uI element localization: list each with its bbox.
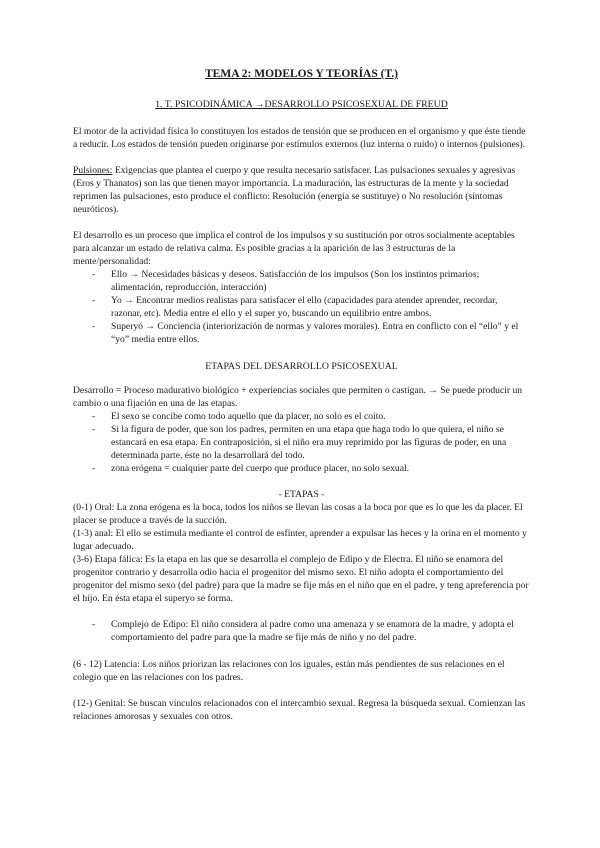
stage-latencia: (6 - 12) Latencia: Los niños priorizan las relaciones con los iguales, están más pendientes de sus relaciones en el colegio que en las relaciones con los padres. <box>73 659 505 683</box>
pulsiones-term: Pulsiones: <box>73 165 113 176</box>
intro-paragraph: El motor de la actividad física lo constituyen los estados de tensión que se producen en el organismo y que éste tiende a reducir. Los estados de tensión pueden originarse por estímulos externos (luz interna o ruido) o internos (pulsiones). <box>73 126 526 150</box>
stage-falica: (3-6) Etapa fálica: Es la etapa en las que se desarrolla el complejo de Edipo y de Electra. El niño se enamora del progenitor contrario y desarrolla odio hacia el progenitor del mismo sexo. El niño adopta el comportamiento del progenitor del mismo sexo (del padre) para que la madre se fije más en el niño que en el padre, y teng apreferencia por el hijo. En ésta etapa el superyo se forma. <box>73 554 529 604</box>
desarrollo-paragraph: El desarrollo es un proceso que implica el control de los impulsos y su sustitución por otros socialmente aceptables para alcanzar un estado de relativa calma. Es posible gracias a la aparición de las 3 estructuras de la mente/personalidad: <box>73 230 515 267</box>
section-subtitle: 1. T. PSICODINÁMICA →DESARROLLO PSICOSEXUAL DE FREUD <box>155 99 448 110</box>
list-item: - El sexo se concibe como todo aquello que da placer, no solo es el coito. <box>111 410 530 423</box>
pulsiones-paragraph <box>73 164 530 216</box>
structures-list <box>73 268 530 346</box>
etapas-points-list <box>73 410 530 475</box>
list-item: - Ello → Necesidades básicas y deseos. Satisfacción de los impulsos (Son los instintos primarios; alimentación, reproducción, interacción) <box>111 268 530 294</box>
etapas-list-heading: - ETAPAS - <box>278 489 325 500</box>
list-item: - Yo → Encontrar medios realistas para satisfacer el ello (capacidades para atender aprender, recordar, razonar, etc). Media entre el ello y el super yo, buscando un equilibrio entre ambos. <box>111 294 530 320</box>
stage-anal: (1-3) anal: El ello se estimula mediante el control de esfínter, aprender a expulsar las heces y la orina en el momento y lugar adecuado. <box>73 528 527 552</box>
list-item: - zona erógena = cualquier parte del cuerpo que produce placer, no solo sexual. <box>111 462 530 475</box>
list-item: - Complejo de Edipo: El niño considera al padre como una amenaza y se enamora de la madre, y adopta el comportamiento del padre para que la madre se fije más de niño y no del padre. <box>111 618 530 644</box>
list-item: - Si la figura de poder, que son los padres, permiten en una etapa que haga todo lo que quiera, el niño se estancará en esa etapa. En contraposición, si el niño era muy reprimido por las figuras de poder, en una determinada parte, éste no la desarrollará del todo. <box>111 423 530 462</box>
etapas-heading: ETAPAS DEL DESARROLLO PSICOSEXUAL <box>205 361 398 372</box>
edipo-list <box>73 618 530 644</box>
etapas-intro: Desarrollo = Proceso madurativo biológico + experiencias sociales que permiten o castigan. → Se puede producir un cambio o una fijación en una de las etapas. <box>73 385 523 409</box>
stage-oral: (0-1) Oral: La zona erógena es la boca, todos los niños se llevan las cosas a la boca por que es lo que les da placer. El placer se produce a través de la succión. <box>73 502 523 526</box>
stage-genital: (12-) Genital: Se buscan vínculos relacionados con el intercambio sexual. Regresa la búsqueda sexual. Comienzan las relaciones amorosas y sexuales con otros. <box>73 698 526 722</box>
list-item: - Superyó → Conciencia (interiorización de normas y valores morales). Entra en conflicto con el “ello” y el “yo” media entre ellos. <box>111 320 530 346</box>
pulsiones-text: Exigencias que plantea el cuerpo y que resulta necesario satisfacer. Las pulsaciones sexuales y agresivas (Eros y Thanatos) son las que tienen mayor importancia. La maduración, las estructuras de la mente y la sociedad reprimen las pulsaciones, esto produce el conflicto: Resolución (energía se sustituye) o No resolución (síntomas neuróticos). <box>73 165 516 215</box>
page-title: TEMA 2: MODELOS Y TEORÍAS (T.) <box>205 68 398 80</box>
